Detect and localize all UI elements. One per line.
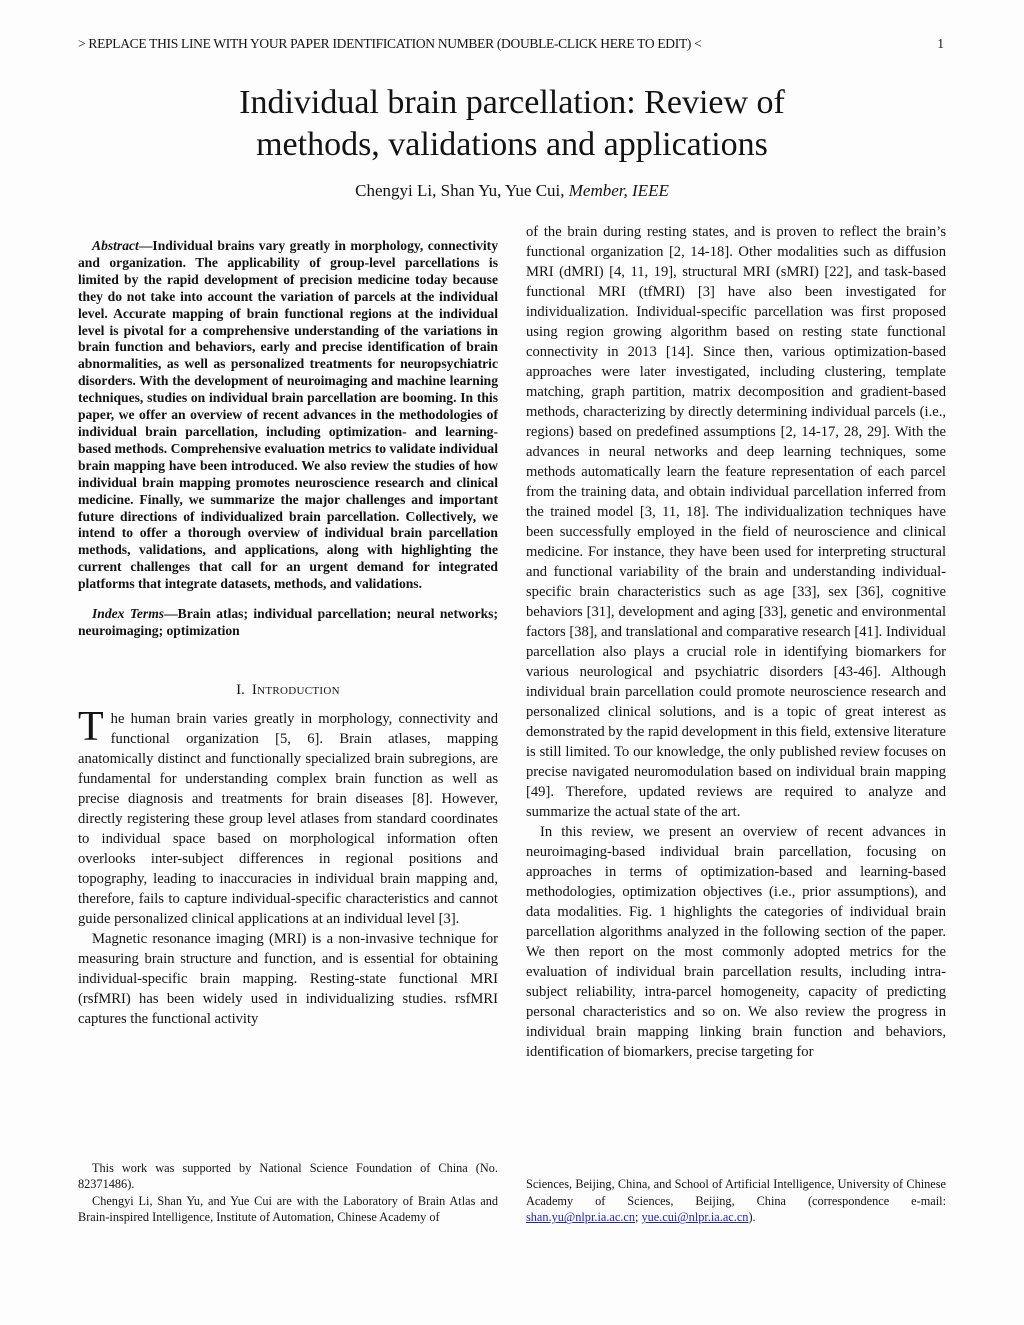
intro-paragraph-2 — [78, 929, 498, 1029]
section-number: I. — [236, 681, 245, 698]
author-membership: Member, IEEE — [568, 181, 669, 200]
abstract-label: Abstract — [92, 238, 139, 253]
right-column — [526, 222, 946, 1238]
section-heading-introduction — [78, 682, 498, 699]
funding-note: This work was supported by National Science Foundation of China (No. 82371486). — [78, 1160, 498, 1192]
review-overview-paragraph-text: In this review, we present an overview of recent advances in neuroimaging-based individual brain parcellation, focusing on approaches in terms of optimization-based and learning-based methodologies, optimization objectives (i.e., prior assumptions), and data modalities. Fig. 1 highlights the categories of individual brain parcellation algorithms analyzed in the following section of the paper. We then report on the most commonly adopted metrics for the evaluation of individual brain parcellation results, including intra-subject reliability, intra-parcel homogeneity, capacity of predicting personal characteristics and so on. We also review the progress in individual brain mapping linking brain function and behaviors, identification of biomarkers, precise targeting for — [526, 824, 946, 1060]
affiliation-note-left: Chengyi Li, Shan Yu, and Yue Cui are with the Laboratory of Brain Atlas and Brain-inspired Intelligence, Institute of Automation, Chinese Academy of — [78, 1193, 498, 1225]
dropcap-letter: T — [78, 703, 104, 750]
paper-title — [78, 82, 946, 166]
affiliation-note-right-text: Sciences, Beijing, China, and School of Artificial Intelligence, University of Chinese Academy of Sciences, Beijing, China (correspondence e-mail: — [526, 1177, 946, 1208]
index-terms-label: Index Terms — [92, 606, 165, 622]
abstract-text: —Individual brains vary greatly in morphology, connectivity and organization. The applicability of group-level parcellations is limited by the rapid development of precision medicine today because they do not take into account the variation of parcels at the individual level. Accurate mapping of brain functional regions at the individual level is pivotal for a comprehensive understanding of the variations in brain function and behaviors, early and precise identification of brain abnormalities, as well as personalized treatments for neuropsychiatric disorders. With the development of neuroimaging and machine learning techniques, studies on individual brain parcellation are booming. In this paper, we offer an overview of recent advances in the methodologies of individual brain parcellation, including optimization- and learning-based methods. Comprehensive evaluation metrics to validate individual brain mapping have been introduced. We also review the studies of how individual brain mapping promotes neuroscience research and clinical medicine. Finally, we summarize the major challenges and important future directions of individualized brain parcellation. Collectively, we intend to offer a thorough overview of individual brain parcellation methods, validations, and applications, along with highlighting the current challenges that call for an urgent demand for integrated platforms that integrate datasets, methods, and validations. — [78, 238, 498, 592]
intro-paragraph-1-text: he human brain varies greatly in morphology, connectivity and functional organization [5, 6]. Brain atlases, mapping anatomically distinct and functionally specialized brain subregions, are fundamental for understanding complex brain function as well as precise diagnosis and treatments for brain diseases [8]. However, directly registering these group level atlases from standard coordinates to individual space based on morphological information often overlooks inter-subject differences in regional positions and topography, leading to inaccuracies in individual brain mapping and, therefore, fails to capture individual-specific characteristics and cannot guide personalized clinical applications at an individual level [3]. — [78, 710, 498, 927]
body-paragraph-continuation-text: of the brain during resting states, and is proven to reflect the brain’s functional organization [2, 14-18]. Other modalities such as diffusion MRI (dMRI) [4, 11, 19], structural MRI (sMRI) [22], and task-based functional MRI (tfMRI) [3] have also been investigated for individualization. Individual-specific parcellation was first proposed using region growing algorithm based on resting state functional connectivity in 2013 [14]. Since then, various optimization-based approaches were later investigated, including clustering, template matching, graph partition, matrix decomposition and gradient-based methods, characterizing by directly determining individual parcels (i.e., regions) based on predefined assumptions [2, 14-17, 28, 29]. With the advances in neural networks and deep learning techniques, some methods automatically learn the feature representation of each parcel from the training data, and obtain individual parcellation inferred from the trained model [3, 11, 18]. The individualization techniques have been successfully employed in the field of neuroscience and clinical medicine. For instance, they have been used for interpreting structural and functional variability of the brain and understanding individual-specific brain characteristics such as age [33], sex [36], cognitive behaviors [31], development and aging [33], genetic and environmental factors [38], and translational and comparative research [41]. Individual parcellation also plays a crucial role in identifying biomarkers for various neurological and psychiatric disorders [43-46]. Although individual brain parcellation could promote neuroscience research and personalized clinical solutions, and is a topic of great interest as demonstrated by the rapid development in this field, extensive literature is still limited. To our knowledge, the only published review focuses on precise navigated neuromodulation based on individual brain mapping [49]. Therefore, updated reviews are required to analyze and summarize the actual state of the art. — [526, 224, 946, 820]
left-column — [78, 222, 498, 1238]
page-number: 1 — [937, 36, 944, 51]
review-overview-paragraph — [526, 822, 946, 1062]
email-link-shan-yu[interactable]: shan.yu@nlpr.ia.ac.cn — [526, 1210, 635, 1225]
affiliation-note-right-close: ). — [748, 1210, 756, 1225]
email-separator: ; — [635, 1210, 642, 1225]
affiliation-note-right — [526, 1176, 946, 1226]
running-header — [78, 36, 946, 52]
two-column-body — [78, 222, 946, 1238]
intro-paragraph-1 — [78, 703, 498, 929]
intro-paragraph-2-text: Magnetic resonance imaging (MRI) is a non-invasive technique for measuring brain structure and function, and is essential for obtaining individual-specific brain mapping. Resting-state functional MRI (rsfMRI) has been widely used in individualizing studies. rsfMRI captures the functional activity — [78, 930, 498, 1027]
abstract-paragraph — [78, 238, 498, 593]
left-footnote — [78, 1160, 498, 1238]
author-names: Chengyi Li, Shan Yu, Yue Cui, — [355, 181, 569, 200]
paper-title-line-2: methods, validations and applications — [256, 126, 768, 163]
paper-title-line-1: Individual brain parcellation: Review of — [239, 84, 785, 121]
right-footnote — [526, 1176, 946, 1238]
index-terms-paragraph — [78, 606, 498, 640]
section-title: Introduction — [251, 681, 340, 698]
body-paragraph-continuation — [526, 222, 946, 822]
running-title: > REPLACE THIS LINE WITH YOUR PAPER IDENTIFICATION NUMBER (DOUBLE-CLICK HERE TO EDIT) < — [78, 36, 702, 51]
email-link-yue-cui[interactable]: yue.cui@nlpr.ia.ac.cn — [641, 1210, 749, 1225]
index-terms-text: —Brain atlas; individual parcellation; neural networks; neuroimaging; optimization — [78, 606, 498, 638]
author-line — [78, 181, 946, 201]
